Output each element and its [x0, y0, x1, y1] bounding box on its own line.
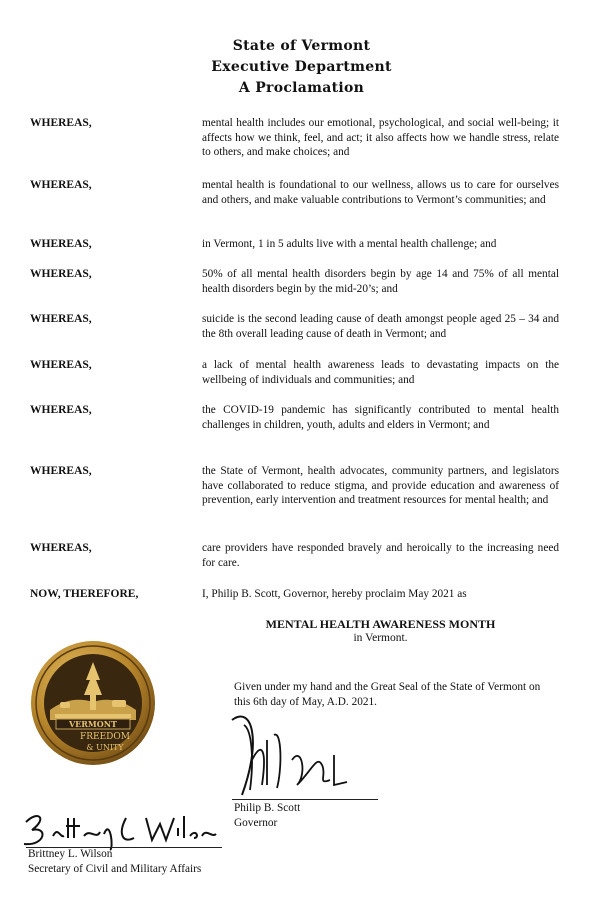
clause-5-text: suicide is the second leading cause of death amongst people aged 25 – 34 and the 8th overall leading cause of death in Vermont; and	[202, 313, 559, 340]
clause-1-text: mental health includes our emotional, psychological, and social well-being; it affects how we think, feel, and act; it also affects how we handle stress, relate to others, and make choices; and	[202, 117, 559, 159]
clause-7-text: the COVID-19 pandemic has significantly contributed to mental health challenges in children, youth, adults and elders in Vermont; and	[202, 404, 559, 431]
clause-3-text: in Vermont, 1 in 5 adults live with a mental health challenge; and	[202, 238, 497, 250]
governor-signature-line	[232, 799, 378, 800]
clause-1-keyword: WHEREAS,	[30, 117, 92, 129]
proclaim-keyword: NOW, THEREFORE,	[30, 588, 139, 600]
clause-5-keyword: WHEREAS,	[30, 313, 92, 325]
header-department: Executive Department	[211, 59, 392, 75]
clause-9-text: care providers have responded bravely and heroically to the increasing need for care.	[202, 542, 559, 569]
clause-6-keyword: WHEREAS,	[30, 359, 92, 371]
clause-6-text: a lack of mental health awareness leads to devastating impacts on the wellbeing of individuals and communities; and	[202, 359, 559, 386]
clause-8-keyword: WHEREAS,	[30, 465, 92, 477]
seal-freedom-text: FREEDOM	[80, 732, 130, 742]
seal-vermont-text: VERMONT	[68, 719, 118, 729]
clause-9-keyword: WHEREAS,	[30, 542, 92, 554]
proclamation-title: MENTAL HEALTH AWARENESS MONTH	[265, 617, 496, 631]
clause-4-text: 50% of all mental health disorders begin by age 14 and 75% of all mental health disorders begin by the mid-20’s; and	[202, 268, 559, 295]
clause-2-keyword: WHEREAS,	[30, 179, 92, 191]
given-statement: Given under my hand and the Great Seal of the State of Vermont on this 6th day of May, A.D. 2021.	[234, 681, 541, 708]
clause-8-text: the State of Vermont, health advocates, community partners, and legislators have collaborated to reduce stigma, and provide education and awareness of prevention, early intervention and treatment resources for mental health; and	[202, 465, 559, 507]
great-seal-icon	[30, 640, 156, 766]
clause-3-keyword: WHEREAS,	[30, 238, 92, 250]
proclaim-text: I, Philip B. Scott, Governor, hereby proclaim May 2021 as	[202, 588, 467, 600]
seal-unity-text: & UNITY	[86, 743, 124, 752]
clause-7-keyword: WHEREAS,	[30, 404, 92, 416]
governor-title: Governor	[234, 817, 278, 829]
secretary-signature-icon	[18, 808, 218, 852]
governor-name: Philip B. Scott	[234, 802, 301, 814]
secretary-title: Secretary of Civil and Military Affairs	[28, 863, 202, 875]
clause-4-keyword: WHEREAS,	[30, 268, 92, 280]
clause-2-text: mental health is foundational to our wellness, allows us to care for ourselves and others, and make valuable contributions to Vermont’s communities; and	[202, 179, 559, 206]
secretary-name: Brittney L. Wilson	[28, 848, 113, 860]
proclamation-subtitle: in Vermont.	[353, 632, 408, 644]
governor-signature-icon	[222, 700, 352, 800]
header-state: State of Vermont	[232, 38, 371, 54]
header-proclamation: A Proclamation	[238, 80, 365, 96]
